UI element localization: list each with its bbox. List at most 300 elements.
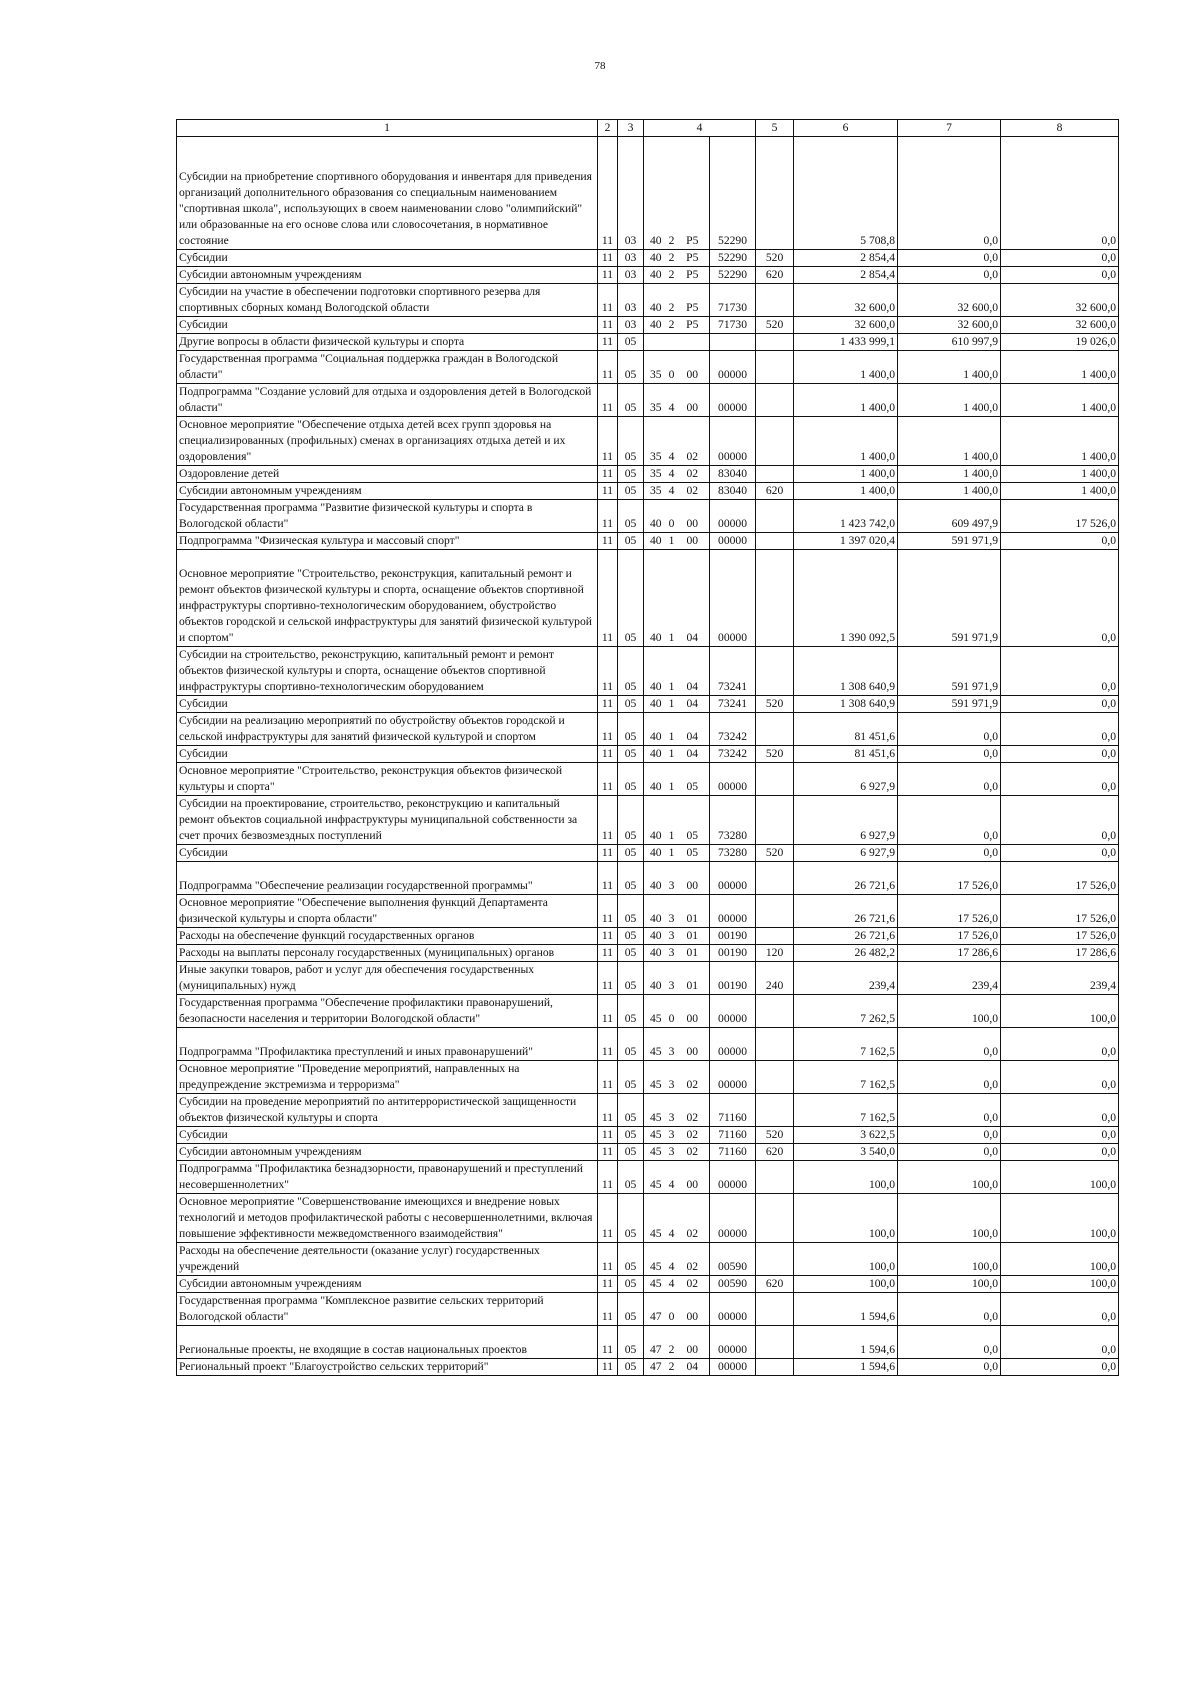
row-amount-6: 81 451,6 <box>794 746 898 763</box>
row-name-text: Субсидии автономным учреждениям <box>179 484 362 497</box>
row-code-2: 11 <box>598 1243 618 1276</box>
row-code-4-part-1: 45 <box>644 1061 666 1094</box>
row-amount-7: 0,0 <box>898 1028 1001 1061</box>
row-name-text: Расходы на выплаты персоналу государственных (муниципальных) органов <box>179 946 555 959</box>
row-amount-7: 0,0 <box>898 1293 1001 1326</box>
row-code-3: 05 <box>618 1243 644 1276</box>
row-amount-6: 1 400,0 <box>794 384 898 417</box>
row-name <box>177 250 598 267</box>
row-code-5 <box>756 796 794 845</box>
table-row <box>177 945 1119 962</box>
row-code-2: 11 <box>598 384 618 417</box>
row-name <box>177 763 598 796</box>
row-code-3: 05 <box>618 713 644 746</box>
table-row <box>177 895 1119 928</box>
row-code-5 <box>756 713 794 746</box>
row-code-4-part-2: 4 <box>666 466 678 483</box>
row-amount-7: 0,0 <box>898 137 1001 250</box>
row-code-4-part-4: 00000 <box>710 862 756 895</box>
row-code-3: 05 <box>618 417 644 466</box>
row-code-4-part-3: 00 <box>678 995 710 1028</box>
row-code-4-part-4: 00000 <box>710 1061 756 1094</box>
row-amount-6: 6 927,9 <box>794 845 898 862</box>
row-code-3: 05 <box>618 1194 644 1243</box>
row-code-2: 11 <box>598 351 618 384</box>
budget-table-wrapper <box>176 119 1118 1376</box>
row-name <box>177 647 598 696</box>
row-name-text: Основное мероприятие "Обеспечение выполнения функций Департамента физической культуры и спорта области" <box>179 896 548 925</box>
row-name-text: Основное мероприятие "Совершенствование имеющихся и внедрение новых технологий и методов профилактической работы с несовершеннолетними, включая повышение эффективности межведомственного взаимодействия" <box>179 1195 593 1240</box>
row-amount-7: 0,0 <box>898 763 1001 796</box>
row-code-4-part-3: 02 <box>678 1061 710 1094</box>
row-code-4-part-1: 45 <box>644 1161 666 1194</box>
row-code-4-part-4: 71160 <box>710 1144 756 1161</box>
header-col-5: 5 <box>756 120 794 137</box>
row-code-4-part-1: 45 <box>644 995 666 1028</box>
row-amount-6: 5 708,8 <box>794 137 898 250</box>
row-amount-8: 1 400,0 <box>1001 483 1119 500</box>
row-amount-6: 1 433 999,1 <box>794 334 898 351</box>
row-code-3: 03 <box>618 317 644 334</box>
row-code-4-part-2: 4 <box>666 1194 678 1243</box>
row-amount-6: 6 927,9 <box>794 796 898 845</box>
row-code-5 <box>756 1293 794 1326</box>
budget-table <box>176 119 1119 1376</box>
row-name <box>177 550 598 647</box>
row-code-4-part-3: P5 <box>678 284 710 317</box>
row-name <box>177 1326 598 1359</box>
row-amount-8: 17 526,0 <box>1001 500 1119 533</box>
row-amount-8: 17 526,0 <box>1001 862 1119 895</box>
row-code-2: 11 <box>598 845 618 862</box>
row-amount-7: 609 497,9 <box>898 500 1001 533</box>
row-code-3: 05 <box>618 995 644 1028</box>
table-row <box>177 796 1119 845</box>
row-code-3: 05 <box>618 945 644 962</box>
row-code-4-part-1: 40 <box>644 284 666 317</box>
row-code-4-part-2: 3 <box>666 862 678 895</box>
table-row <box>177 500 1119 533</box>
row-amount-8: 0,0 <box>1001 1094 1119 1127</box>
row-code-4-part-1: 45 <box>644 1194 666 1243</box>
row-code-4-part-4: 00000 <box>710 417 756 466</box>
row-amount-6: 1 400,0 <box>794 417 898 466</box>
row-code-4-part-2: 3 <box>666 1094 678 1127</box>
row-code-4-part-3: 00 <box>678 500 710 533</box>
row-code-5: 520 <box>756 746 794 763</box>
row-code-4-part-4: 83040 <box>710 466 756 483</box>
row-code-4-part-4: 00590 <box>710 1243 756 1276</box>
row-name <box>177 845 598 862</box>
row-code-4-part-3: 02 <box>678 1243 710 1276</box>
row-code-5: 520 <box>756 845 794 862</box>
row-code-3: 05 <box>618 483 644 500</box>
row-name-text: Подпрограмма "Обеспечение реализации государственной программы" <box>179 879 533 892</box>
row-code-4-part-2: 4 <box>666 1276 678 1293</box>
row-code-3: 05 <box>618 533 644 550</box>
row-amount-6: 2 854,4 <box>794 250 898 267</box>
row-code-4-part-4: 52290 <box>710 250 756 267</box>
row-code-4-part-4: 00000 <box>710 1359 756 1376</box>
row-code-3: 05 <box>618 1127 644 1144</box>
row-name <box>177 533 598 550</box>
row-code-4-part-4: 71160 <box>710 1127 756 1144</box>
row-amount-8: 0,0 <box>1001 533 1119 550</box>
row-code-5 <box>756 466 794 483</box>
row-code-4-part-1 <box>644 334 666 351</box>
row-top-spacer <box>179 1028 595 1044</box>
row-code-3: 05 <box>618 1161 644 1194</box>
row-code-3: 05 <box>618 384 644 417</box>
row-amount-8: 17 526,0 <box>1001 928 1119 945</box>
row-amount-7: 1 400,0 <box>898 384 1001 417</box>
row-name <box>177 1144 598 1161</box>
row-code-2: 11 <box>598 533 618 550</box>
row-code-3: 05 <box>618 466 644 483</box>
row-code-4-part-3: 02 <box>678 466 710 483</box>
row-amount-8: 0,0 <box>1001 746 1119 763</box>
row-code-5 <box>756 1326 794 1359</box>
row-name-text: Государственная программа "Обеспечение профилактики правонарушений, безопасности населения и территории Вологодской области" <box>179 996 553 1025</box>
row-top-spacer <box>179 137 595 153</box>
row-amount-7: 0,0 <box>898 796 1001 845</box>
row-name <box>177 1094 598 1127</box>
row-code-3: 05 <box>618 334 644 351</box>
row-code-4-part-2: 2 <box>666 1359 678 1376</box>
row-amount-6: 1 397 020,4 <box>794 533 898 550</box>
row-code-4-part-1: 40 <box>644 647 666 696</box>
row-code-4-part-4: 00000 <box>710 384 756 417</box>
row-code-4-part-2: 2 <box>666 1326 678 1359</box>
row-code-4-part-2: 3 <box>666 928 678 945</box>
row-name-text: Субсидии <box>179 1128 228 1141</box>
row-amount-7: 100,0 <box>898 995 1001 1028</box>
row-amount-6: 1 594,6 <box>794 1326 898 1359</box>
row-code-4-part-3: 05 <box>678 763 710 796</box>
row-amount-7: 32 600,0 <box>898 284 1001 317</box>
row-code-3: 03 <box>618 284 644 317</box>
row-code-4-part-3: 01 <box>678 962 710 995</box>
row-code-4-part-2: 3 <box>666 945 678 962</box>
row-name <box>177 1161 598 1194</box>
row-name-text: Субсидии на реализацию мероприятий по обустройству объектов городской и сельской инфраструктуры для занятий физической культурой и спортом <box>179 714 565 743</box>
row-name <box>177 1276 598 1293</box>
row-code-3: 05 <box>618 1094 644 1127</box>
row-code-4-part-1: 35 <box>644 483 666 500</box>
row-code-4-part-1: 45 <box>644 1028 666 1061</box>
table-row <box>177 1243 1119 1276</box>
row-code-4-part-1: 40 <box>644 250 666 267</box>
row-name-text: Субсидии <box>179 251 228 264</box>
row-code-5: 620 <box>756 1276 794 1293</box>
row-code-4-part-4: 52290 <box>710 137 756 250</box>
row-code-5: 240 <box>756 962 794 995</box>
row-name <box>177 417 598 466</box>
row-code-4-part-3: P5 <box>678 317 710 334</box>
row-amount-7: 1 400,0 <box>898 466 1001 483</box>
row-code-5 <box>756 995 794 1028</box>
table-row <box>177 862 1119 895</box>
row-amount-6: 32 600,0 <box>794 284 898 317</box>
row-code-2: 11 <box>598 483 618 500</box>
row-code-3: 05 <box>618 1359 644 1376</box>
table-row <box>177 1293 1119 1326</box>
row-code-4-part-2: 4 <box>666 384 678 417</box>
row-name-text: Субсидии <box>179 318 228 331</box>
row-amount-8: 0,0 <box>1001 550 1119 647</box>
row-code-4-part-2: 1 <box>666 796 678 845</box>
row-amount-8: 1 400,0 <box>1001 466 1119 483</box>
row-code-4-part-3: 00 <box>678 862 710 895</box>
row-name <box>177 713 598 746</box>
row-amount-8: 0,0 <box>1001 1144 1119 1161</box>
row-code-5 <box>756 550 794 647</box>
row-code-4-part-3: 02 <box>678 1276 710 1293</box>
row-amount-7: 0,0 <box>898 267 1001 284</box>
row-amount-8: 17 526,0 <box>1001 895 1119 928</box>
table-row <box>177 845 1119 862</box>
row-code-2: 11 <box>598 1028 618 1061</box>
row-code-4-part-3: 00 <box>678 533 710 550</box>
row-code-2: 11 <box>598 137 618 250</box>
row-code-4-part-1: 35 <box>644 417 666 466</box>
row-code-4-part-1: 40 <box>644 895 666 928</box>
row-code-2: 11 <box>598 895 618 928</box>
row-name-text: Основное мероприятие "Строительство, реконструкция объектов физической культуры и спорта" <box>179 764 563 793</box>
row-amount-7: 0,0 <box>898 1094 1001 1127</box>
row-code-4-part-4: 00000 <box>710 763 756 796</box>
row-code-4-part-4: 00000 <box>710 995 756 1028</box>
row-top-spacer <box>179 1326 595 1342</box>
row-top-spacer <box>179 862 595 878</box>
row-code-4-part-4: 00000 <box>710 351 756 384</box>
table-row <box>177 763 1119 796</box>
row-code-5 <box>756 1359 794 1376</box>
row-amount-8: 0,0 <box>1001 713 1119 746</box>
row-name <box>177 1359 598 1376</box>
row-code-2: 11 <box>598 1094 618 1127</box>
row-amount-7: 1 400,0 <box>898 351 1001 384</box>
row-code-4-part-3: P5 <box>678 267 710 284</box>
row-name <box>177 334 598 351</box>
row-name-text: Субсидии на участие в обеспечении подготовки спортивного резерва для спортивных сборных команд Вологодской области <box>179 285 541 314</box>
header-col-6: 6 <box>794 120 898 137</box>
row-code-4-part-2: 2 <box>666 267 678 284</box>
row-amount-8: 239,4 <box>1001 962 1119 995</box>
table-row <box>177 1326 1119 1359</box>
row-name <box>177 267 598 284</box>
row-code-4-part-2: 1 <box>666 533 678 550</box>
row-name <box>177 384 598 417</box>
row-code-4-part-2: 3 <box>666 962 678 995</box>
row-name <box>177 1028 598 1061</box>
row-code-4-part-2: 0 <box>666 995 678 1028</box>
table-row <box>177 1359 1119 1376</box>
table-row <box>177 928 1119 945</box>
table-row <box>177 417 1119 466</box>
row-code-4-part-2: 2 <box>666 137 678 250</box>
row-name-text: Региональные проекты, не входящие в состав национальных проектов <box>179 1343 527 1356</box>
row-code-4-part-1: 40 <box>644 746 666 763</box>
row-code-4-part-2: 4 <box>666 1161 678 1194</box>
table-row <box>177 466 1119 483</box>
header-col-8: 8 <box>1001 120 1119 137</box>
row-amount-6: 1 390 092,5 <box>794 550 898 647</box>
row-code-5 <box>756 137 794 250</box>
row-code-5 <box>756 351 794 384</box>
row-name-text: Подпрограмма "Профилактика безнадзорности, правонарушений и преступлений несовершеннолетних" <box>179 1162 583 1191</box>
row-amount-8: 0,0 <box>1001 1127 1119 1144</box>
table-row <box>177 284 1119 317</box>
row-amount-7: 0,0 <box>898 1144 1001 1161</box>
row-amount-7: 1 400,0 <box>898 483 1001 500</box>
row-amount-8: 0,0 <box>1001 250 1119 267</box>
table-row <box>177 550 1119 647</box>
row-code-4-part-3: 04 <box>678 1359 710 1376</box>
row-code-4-part-2: 4 <box>666 483 678 500</box>
row-code-4-part-3: 05 <box>678 796 710 845</box>
row-code-3: 05 <box>618 647 644 696</box>
row-code-4-part-2: 1 <box>666 550 678 647</box>
row-name <box>177 284 598 317</box>
row-code-2: 11 <box>598 763 618 796</box>
row-amount-8: 0,0 <box>1001 1359 1119 1376</box>
row-amount-7: 1 400,0 <box>898 417 1001 466</box>
row-code-5: 620 <box>756 267 794 284</box>
row-amount-8: 1 400,0 <box>1001 417 1119 466</box>
row-amount-8: 100,0 <box>1001 1161 1119 1194</box>
row-code-4-part-3: P5 <box>678 250 710 267</box>
row-amount-6: 26 721,6 <box>794 895 898 928</box>
row-code-4-part-3: 04 <box>678 713 710 746</box>
row-code-5 <box>756 384 794 417</box>
row-amount-7: 591 971,9 <box>898 533 1001 550</box>
row-code-4-part-4 <box>710 334 756 351</box>
table-row <box>177 1028 1119 1061</box>
row-code-4-part-3: 02 <box>678 1194 710 1243</box>
row-code-4-part-4: 00000 <box>710 500 756 533</box>
header-row <box>177 120 1119 137</box>
row-code-5: 620 <box>756 1144 794 1161</box>
row-code-4-part-2: 1 <box>666 845 678 862</box>
row-amount-8: 100,0 <box>1001 1276 1119 1293</box>
row-code-4-part-4: 00000 <box>710 895 756 928</box>
row-name-text: Подпрограмма "Физическая культура и массовый спорт" <box>179 534 460 547</box>
row-code-2: 11 <box>598 1326 618 1359</box>
row-name <box>177 137 598 250</box>
row-amount-8: 32 600,0 <box>1001 284 1119 317</box>
row-code-3: 05 <box>618 1326 644 1359</box>
row-code-4-part-1: 45 <box>644 1094 666 1127</box>
row-code-4-part-1: 35 <box>644 384 666 417</box>
row-amount-7: 100,0 <box>898 1161 1001 1194</box>
row-code-2: 11 <box>598 284 618 317</box>
row-code-4-part-1: 47 <box>644 1359 666 1376</box>
table-row <box>177 250 1119 267</box>
row-name-text: Субсидии на проектирование, строительство, реконструкцию и капитальный ремонт объектов социальной инфраструктуры муниципальной собственности за счет прочих безвозмездных поступлений <box>179 797 578 842</box>
row-code-4-part-1: 40 <box>644 796 666 845</box>
table-row <box>177 137 1119 250</box>
row-code-4-part-2: 1 <box>666 696 678 713</box>
page-number: 78 <box>594 60 606 72</box>
table-row <box>177 995 1119 1028</box>
row-amount-6: 100,0 <box>794 1276 898 1293</box>
row-code-4-part-3: 02 <box>678 1144 710 1161</box>
table-row <box>177 483 1119 500</box>
header-col-2: 2 <box>598 120 618 137</box>
row-amount-7: 239,4 <box>898 962 1001 995</box>
row-code-3: 05 <box>618 895 644 928</box>
row-name-text: Субсидии <box>179 846 228 859</box>
row-code-2: 11 <box>598 1359 618 1376</box>
row-amount-7: 0,0 <box>898 1359 1001 1376</box>
row-amount-6: 3 540,0 <box>794 1144 898 1161</box>
row-name <box>177 862 598 895</box>
row-amount-6: 1 308 640,9 <box>794 647 898 696</box>
row-code-4-part-4: 00000 <box>710 550 756 647</box>
row-amount-8: 100,0 <box>1001 1243 1119 1276</box>
row-code-3: 05 <box>618 1276 644 1293</box>
table-row <box>177 351 1119 384</box>
row-amount-6: 1 400,0 <box>794 351 898 384</box>
row-code-5 <box>756 417 794 466</box>
row-code-2: 11 <box>598 550 618 647</box>
row-name <box>177 962 598 995</box>
row-code-2: 11 <box>598 746 618 763</box>
row-code-4-part-4: 83040 <box>710 483 756 500</box>
row-code-2: 11 <box>598 250 618 267</box>
row-code-4-part-3: 00 <box>678 1326 710 1359</box>
row-amount-7: 100,0 <box>898 1194 1001 1243</box>
row-name-text: Основное мероприятие "Обеспечение отдыха детей всех групп здоровья на специализированных (профильных) сменах в организациях отдыха детей и их оздоровления" <box>179 418 566 463</box>
row-name-text: Субсидии автономным учреждениям <box>179 1145 362 1158</box>
row-code-4-part-3: 02 <box>678 1127 710 1144</box>
row-code-2: 11 <box>598 1194 618 1243</box>
row-amount-8: 0,0 <box>1001 137 1119 250</box>
row-code-3: 03 <box>618 267 644 284</box>
row-code-5 <box>756 862 794 895</box>
row-code-5: 520 <box>756 1127 794 1144</box>
row-amount-6: 26 721,6 <box>794 862 898 895</box>
row-amount-8: 0,0 <box>1001 1326 1119 1359</box>
row-name-text: Субсидии <box>179 747 228 760</box>
row-name <box>177 696 598 713</box>
row-code-4-part-3: 04 <box>678 696 710 713</box>
row-amount-7: 0,0 <box>898 746 1001 763</box>
row-code-4-part-1: 45 <box>644 1127 666 1144</box>
row-code-2: 11 <box>598 647 618 696</box>
row-code-2: 11 <box>598 713 618 746</box>
row-code-4-part-3: 04 <box>678 647 710 696</box>
row-amount-7: 0,0 <box>898 713 1001 746</box>
row-amount-8: 0,0 <box>1001 763 1119 796</box>
row-amount-8: 0,0 <box>1001 696 1119 713</box>
table-row <box>177 1144 1119 1161</box>
row-code-3: 05 <box>618 351 644 384</box>
row-code-4-part-4: 71730 <box>710 317 756 334</box>
row-code-4-part-2: 1 <box>666 713 678 746</box>
row-name <box>177 928 598 945</box>
row-code-2: 11 <box>598 417 618 466</box>
header-col-3: 3 <box>618 120 644 137</box>
row-amount-6: 239,4 <box>794 962 898 995</box>
row-code-4-part-2 <box>666 334 678 351</box>
row-code-4-part-2: 2 <box>666 284 678 317</box>
row-code-4-part-4: 00000 <box>710 1161 756 1194</box>
header-col-4: 4 <box>644 120 756 137</box>
row-code-5 <box>756 763 794 796</box>
row-amount-8: 0,0 <box>1001 796 1119 845</box>
